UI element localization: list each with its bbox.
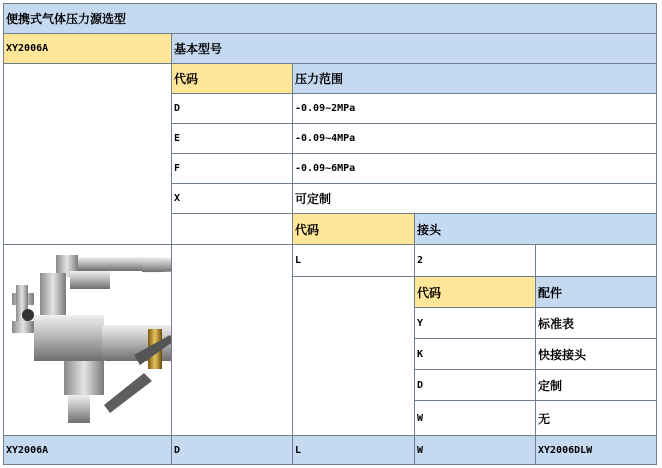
product-photo [4, 245, 171, 435]
accessory-code-header: 代码 [414, 276, 536, 308]
accessory-value-d: 定制 [535, 369, 657, 401]
range-label-header: 压力范围 [292, 63, 657, 94]
accessory-code-k: K [414, 338, 536, 370]
example-full-model: XY2006DLW [535, 435, 657, 465]
connector-label-header: 接头 [414, 213, 657, 245]
range-value-e: -0.09~4MPa [292, 123, 657, 154]
range-value-d: -0.09~2MPa [292, 93, 657, 124]
example-accessory: W [414, 435, 536, 465]
range-value-x: 可定制 [292, 183, 657, 214]
range-code-header: 代码 [171, 63, 293, 94]
blank-cell [3, 63, 172, 245]
base-model-label: 基本型号 [171, 33, 657, 64]
accessory-value-k: 快接接头 [535, 338, 657, 370]
accessory-value-w: 无 [535, 400, 657, 436]
connector-code-l: L [292, 244, 415, 277]
accessory-label-header: 配件 [535, 276, 657, 308]
range-code-x: X [171, 183, 293, 214]
connector-value-2: 2 [414, 244, 536, 277]
example-range: D [171, 435, 293, 465]
connector-code-header: 代码 [292, 213, 415, 245]
accessory-code-y: Y [414, 307, 536, 339]
range-code-f: F [171, 153, 293, 184]
blank-cell [535, 244, 657, 277]
accessory-code-w: W [414, 400, 536, 436]
blank-cell [171, 244, 293, 436]
table-title: 便携式气体压力源选型 [3, 3, 657, 34]
base-model-code: XY2006A [3, 33, 172, 64]
range-code-d: D [171, 93, 293, 124]
selection-table [3, 3, 656, 465]
range-value-f: -0.09~6MPa [292, 153, 657, 184]
blank-cell [292, 276, 415, 436]
example-connector: L [292, 435, 415, 465]
accessory-code-d: D [414, 369, 536, 401]
blank-cell [171, 213, 293, 245]
range-code-e: E [171, 123, 293, 154]
example-model: XY2006A [3, 435, 172, 465]
accessory-value-y: 标准表 [535, 307, 657, 339]
